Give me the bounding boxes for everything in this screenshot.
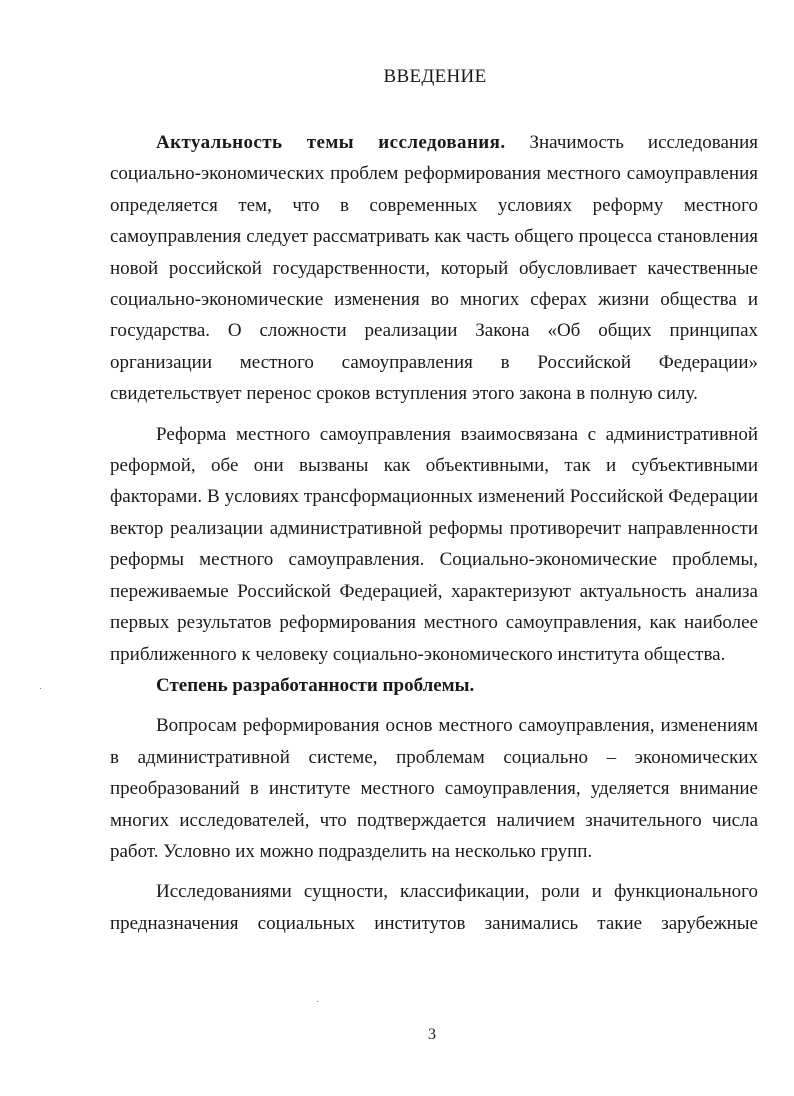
paragraph-relevance — [110, 127, 758, 410]
paragraph-research-questions: Вопросам реформирования основ местного самоуправления, изменениям в административной системе, проблемам социально – экономических преобразований в институте местного самоуправления, уделяется внимание многих исследователей, что подтверждается наличием значительного числа работ. Условно их можно подразделить на несколько групп. — [110, 715, 758, 862]
page-number: 3 — [428, 1026, 436, 1043]
body-text — [110, 127, 758, 939]
relevance-text: Значимость исследования социально-экономических проблем реформирования местного самоуправления определяется тем, что в современных условиях реформу местного самоуправления следует рассматривать как часть общего процесса становления новой российской государственности, который обусловливает качественные социально-экономические изменения во многих сферах жизни общества и государства. О сложности реализации Закона «Об общих принципах организации местного самоуправления в Российской Федерации» свидетельствует перенос сроков вступления этого закона в полную силу. — [110, 132, 759, 405]
relevance-lead: Актуальность темы исследования. — [156, 132, 506, 153]
paragraph-institutions: Исследованиями сущности, классификации, роли и функционального предназначения социальных институтов занимались такие зарубежные — [110, 881, 758, 934]
scan-speck — [40, 688, 41, 689]
paragraph-reform: Реформа местного самоуправления взаимосвязана с административной реформой, обе они вызваны как объективными, так и субъективными факторами. В условиях трансформационных изменений Российской Федерации вектор реализации административной реформы противоречит направленности реформы местного самоуправления. Социально-экономические проблемы, переживаемые Российской Федерацией, характеризуют актуальность анализа первых результатов реформирования местного самоуправления, как наиболее приближенного к человеку социально-экономического института общества. — [110, 423, 758, 665]
section-heading-development: Степень разработанности проблемы. — [156, 674, 475, 696]
scan-speck — [317, 1001, 318, 1002]
page-title: ВВЕДЕНИЕ — [383, 66, 487, 87]
